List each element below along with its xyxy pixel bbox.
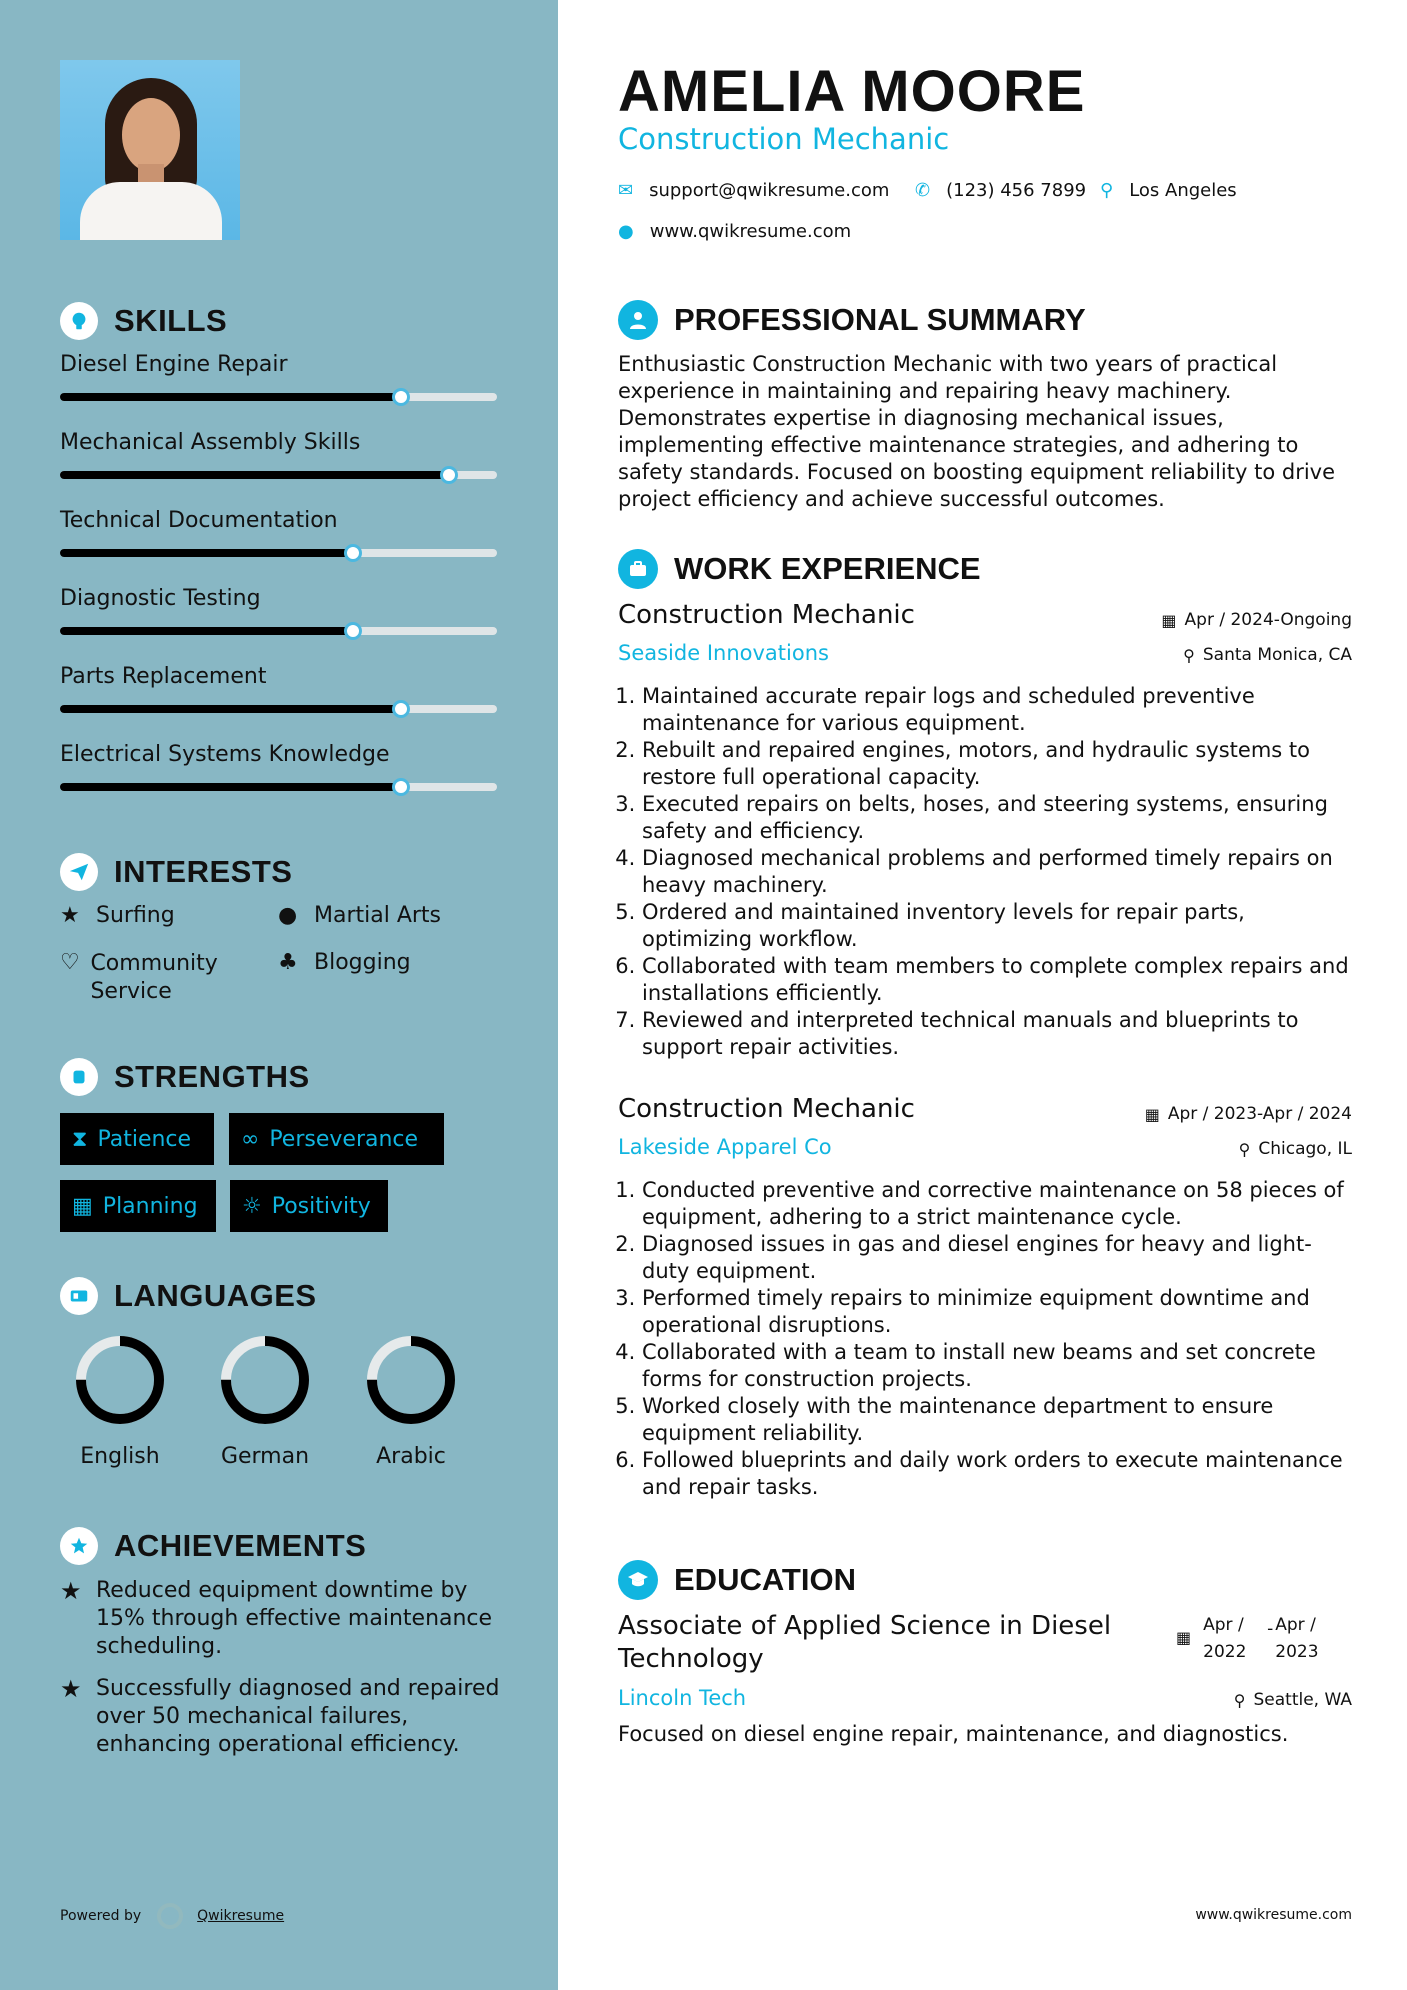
calendar-icon: ▦ — [1144, 1104, 1160, 1124]
duty-item: 6. Collaborated with team members to complete complex repairs and installations efficiently. — [642, 953, 1352, 1007]
language-ring — [215, 1330, 315, 1430]
job-duties — [642, 683, 1352, 1061]
globe-icon: ● — [278, 903, 298, 928]
duty-item: 4. Diagnosed mechanical problems and performed timely repairs on heavy machinery. — [642, 845, 1352, 899]
skill-item — [60, 664, 497, 713]
candidate-role: Construction Mechanic — [618, 122, 950, 156]
achievement-item: ★ Reduced equipment downtime by 15% through effective maintenance scheduling. — [60, 1577, 493, 1659]
job-title: Construction Mechanic — [618, 1094, 915, 1124]
skill-name: Parts Replacement — [60, 664, 267, 689]
duty-item: 7. Reviewed and interpreted technical manuals and blueprints to support repair activities. — [642, 1007, 1352, 1061]
school-location: ⚲ Seattle, WA — [1233, 1690, 1352, 1710]
achievement-item: ★ Successfully diagnosed and repaired over 50 mechanical failures, enhancing operational efficiency. — [60, 1675, 500, 1757]
job-location: ⚲ Chicago, IL — [1238, 1139, 1352, 1159]
interest-item: ★ Surfing — [60, 903, 175, 928]
footer-url[interactable]: www.qwikresume.com — [1195, 1907, 1352, 1923]
achievements-heading: ACHIEVEMENTS — [60, 1527, 366, 1565]
calendar-icon: ▦ — [1176, 1628, 1192, 1647]
contact-location: ⚲ Los Angeles — [1100, 180, 1237, 201]
interests-heading: INTERESTS — [60, 853, 292, 891]
skill-bar — [60, 783, 497, 791]
sun-icon: ☼ — [242, 1193, 262, 1219]
binoculars-icon: ∞ — [241, 1126, 260, 1152]
job-title: Construction Mechanic — [618, 600, 915, 630]
skill-item — [60, 742, 497, 791]
profile-photo — [60, 60, 240, 240]
contact-phone[interactable]: ✆ (123) 456 7899 — [915, 180, 1087, 201]
fist-icon — [60, 1058, 98, 1096]
language-item: Arabic — [351, 1330, 471, 1469]
strengths-heading: STRENGTHS — [60, 1058, 310, 1096]
calendar-icon: ▦ — [72, 1193, 93, 1219]
map-pin-icon: ⚲ — [1100, 180, 1114, 201]
lightbulb-icon — [60, 302, 98, 340]
skill-item — [60, 352, 497, 401]
duty-item: 1. Maintained accurate repair logs and scheduled preventive maintenance for various equipment. — [642, 683, 1352, 737]
job-dates: ▦ Apr / 2023-Apr / 2024 — [1144, 1104, 1352, 1124]
skill-bar — [60, 627, 497, 635]
skill-item — [60, 586, 497, 635]
globe-icon: ● — [618, 221, 634, 242]
skill-name: Mechanical Assembly Skills — [60, 430, 361, 455]
star-badge-icon — [60, 1527, 98, 1565]
duty-item: 3. Performed timely repairs to minimize equipment downtime and operational disruptions. — [642, 1285, 1352, 1339]
pin-icon: ⚲ — [1233, 1690, 1246, 1710]
sidebar — [0, 0, 558, 1990]
strength-tag: ▦ Planning — [60, 1180, 216, 1232]
strength-tag: ☼ Positivity — [230, 1180, 388, 1232]
briefcase-icon — [618, 549, 658, 589]
hourglass-icon: ⧗ — [72, 1126, 88, 1152]
calendar-icon: ▦ — [1161, 610, 1177, 630]
pin-icon: ⚲ — [1183, 645, 1195, 665]
language-ring — [70, 1330, 170, 1430]
experience-heading: WORK EXPERIENCE — [618, 549, 981, 589]
interest-item: ● Martial Arts — [278, 903, 442, 928]
users-icon: ♣ — [278, 950, 298, 975]
skill-item — [60, 430, 497, 479]
skill-name: Technical Documentation — [60, 508, 338, 533]
job-company: Seaside Innovations — [618, 641, 829, 665]
paper-plane-icon — [60, 853, 98, 891]
strength-tag: ∞ Perseverance — [229, 1113, 444, 1165]
skill-bar — [60, 549, 497, 557]
education-description: Focused on diesel engine repair, maintenance, and diagnostics. — [618, 1722, 1289, 1746]
skill-item — [60, 508, 497, 557]
job-company: Lakeside Apparel Co — [618, 1135, 832, 1159]
skills-heading: SKILLS — [60, 302, 227, 340]
summary-text: Enthusiastic Construction Mechanic with two years of practical experience in maintaining and repairing heavy machinery. Demonstrates expertise in diagnosing mechanical issues, implementing effective maintenance strategies, and adhering to safety standards. Focused on boosting equipment reliability to drive project efficiency and achieve successful outcomes. — [618, 352, 1336, 511]
candidate-name: AMELIA MOORE — [618, 59, 1086, 124]
language-ring — [361, 1330, 461, 1430]
star-icon: ★ — [60, 903, 80, 928]
interest-item: ♣ Blogging — [278, 950, 411, 975]
skill-bar — [60, 471, 497, 479]
contact-website[interactable]: ● www.qwikresume.com — [618, 221, 852, 242]
interest-item: ♡ Community Service — [60, 950, 218, 1004]
main-content — [558, 0, 1407, 1990]
phone-icon: ✆ — [915, 180, 931, 201]
duty-item: 2. Rebuilt and repaired engines, motors, and hydraulic systems to restore full operational capacity. — [642, 737, 1352, 791]
language-item: German — [205, 1330, 325, 1469]
skill-bar — [60, 705, 497, 713]
skill-name: Diesel Engine Repair — [60, 352, 288, 377]
shooting-star-icon: ★ — [60, 1675, 82, 1703]
graduation-cap-icon — [618, 1560, 658, 1600]
duty-item: 1. Conducted preventive and corrective maintenance on 58 pieces of equipment, adhering to a strict maintenance cycle. — [642, 1177, 1352, 1231]
duty-item: 4. Collaborated with a team to install new beams and set concrete forms for construction projects. — [642, 1339, 1352, 1393]
shooting-star-icon: ★ — [60, 1577, 82, 1605]
strength-tag: ⧗ Patience — [60, 1113, 214, 1165]
skill-name: Electrical Systems Knowledge — [60, 742, 390, 767]
envelope-icon: ✉ — [618, 180, 634, 201]
summary-heading: PROFESSIONAL SUMMARY — [618, 300, 1086, 340]
duty-item: 5. Worked closely with the maintenance department to ensure equipment reliability. — [642, 1393, 1352, 1447]
duty-item: 3. Executed repairs on belts, hoses, and steering systems, ensuring safety and efficiency. — [642, 791, 1352, 845]
language-item: English — [60, 1330, 180, 1469]
duty-item: 2. Diagnosed issues in gas and diesel engines for heavy and light-duty equipment. — [642, 1231, 1352, 1285]
education-heading: EDUCATION — [618, 1560, 856, 1600]
powered-by: Powered by Qwikresume — [60, 1903, 284, 1929]
school-name: Lincoln Tech — [618, 1686, 747, 1710]
qwikresume-link[interactable]: Qwikresume — [197, 1908, 285, 1924]
skill-bar — [60, 393, 497, 401]
qwikresume-logo-icon — [157, 1903, 183, 1929]
skill-name: Diagnostic Testing — [60, 586, 261, 611]
job-dates: ▦ Apr / 2024-Ongoing — [1161, 610, 1352, 630]
duty-item: 5. Ordered and maintained inventory levels for repair parts, optimizing workflow. — [642, 899, 1352, 953]
duty-item: 6. Followed blueprints and daily work orders to execute maintenance and repair tasks. — [642, 1447, 1352, 1501]
hand-icon: ♡ — [60, 950, 80, 975]
user-icon — [618, 300, 658, 340]
job-location: ⚲ Santa Monica, CA — [1183, 645, 1352, 665]
pin-icon: ⚲ — [1238, 1139, 1251, 1159]
languages-heading: LANGUAGES — [60, 1277, 317, 1315]
contact-email[interactable]: ✉ support@qwikresume.com — [618, 180, 890, 201]
id-card-icon — [60, 1277, 98, 1315]
degree-title: Associate of Applied Science in Diesel Technology — [618, 1611, 1112, 1674]
job-duties — [642, 1177, 1352, 1501]
education-dates: ▦ Apr / 2022 - Apr / 2023 — [1176, 1612, 1330, 1666]
